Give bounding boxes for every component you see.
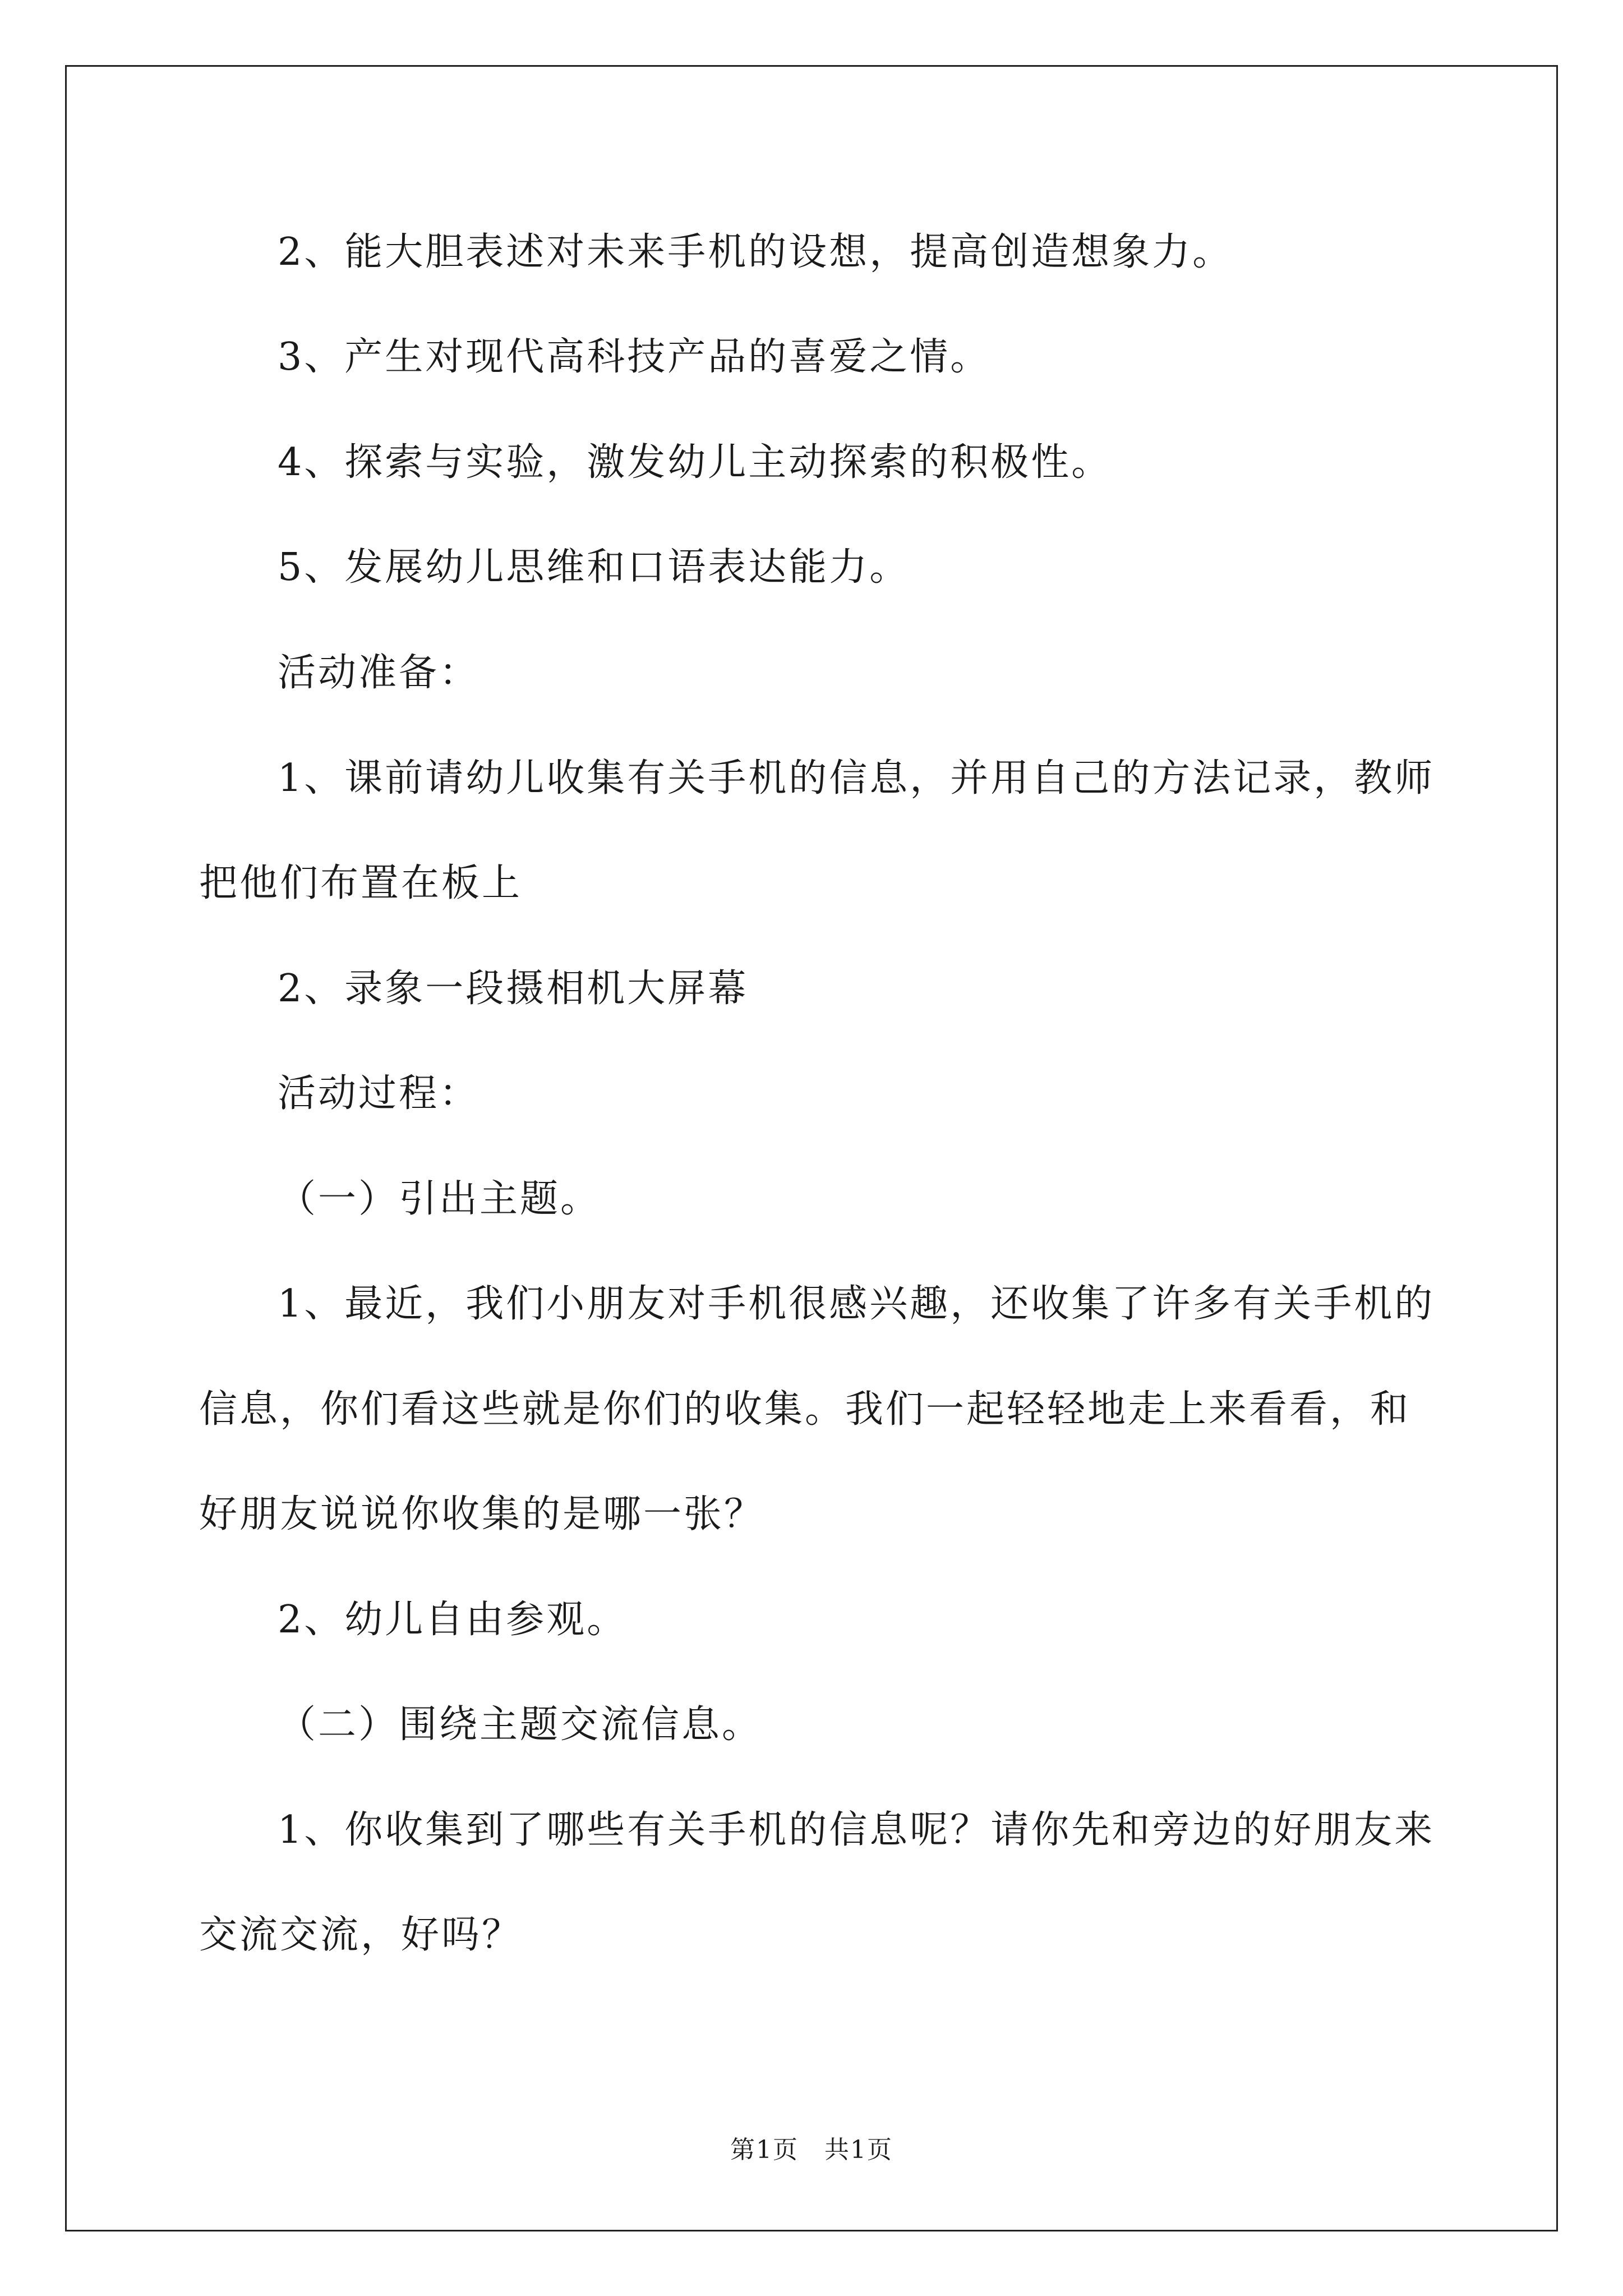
section-heading-preparation: 活动准备： [278, 651, 480, 695]
paragraph-6: 2、录象一段摄相机大屏幕 [278, 967, 749, 1011]
paragraph-1: 2、能大胆表述对未来手机的设想，提高创造想象力。 [278, 230, 1233, 274]
paragraph-9-line-1: 1、你收集到了哪些有关手机的信息呢？请你先和旁边的好朋友来 [278, 1808, 1435, 1852]
paragraph-9-line-2: 交流交流，好吗？ [199, 1913, 523, 1957]
paragraph-7-line-3: 好朋友说说你收集的是哪一张？ [199, 1492, 765, 1536]
paragraph-8: 2、幼儿自由参观。 [278, 1598, 628, 1642]
paragraph-5-line-2: 把他们布置在板上 [199, 861, 523, 905]
page-frame [65, 65, 1558, 2231]
paragraph-7-line-1: 1、最近，我们小朋友对手机很感兴趣，还收集了许多有关手机的 [278, 1282, 1435, 1326]
paragraph-2: 3、产生对现代高科技产品的喜爱之情。 [278, 335, 991, 379]
paragraph-3: 4、探索与实验，激发幼儿主动探索的积极性。 [278, 440, 1112, 485]
paragraph-5-line-1: 1、课前请幼儿收集有关手机的信息，并用自己的方法记录，教师 [278, 756, 1435, 800]
subsection-heading-1: （一）引出主题。 [278, 1177, 601, 1221]
paragraph-4: 5、发展幼儿思维和口语表达能力。 [278, 545, 910, 590]
page-number-footer: 第1页 共1页 [730, 2136, 893, 2164]
paragraph-7-line-2: 信息，你们看这些就是你们的收集。我们一起轻轻地走上来看看，和 [199, 1387, 1411, 1432]
section-heading-process: 活动过程： [278, 1071, 480, 1116]
subsection-heading-2: （二）围绕主题交流信息。 [278, 1703, 763, 1747]
